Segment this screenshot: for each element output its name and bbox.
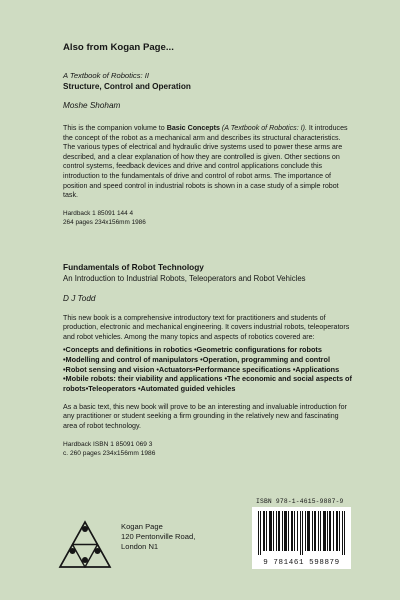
book1-pages: 264 pages 234x156mm 1986 [63, 218, 146, 226]
book-entry-fundamentals [63, 262, 353, 458]
book1-binding: Hardback 1 85091 144 4 [63, 209, 133, 217]
publisher-street: 120 Pentonville Road, [121, 532, 196, 542]
book2-pubinfo [63, 440, 353, 458]
book1-title: Structure, Control and Operation [63, 82, 191, 91]
publisher-address [121, 522, 195, 553]
book2-topics: •Concepts and definitions in robotics •Geometric configurations for robots •Modelling and control of manipulators •Operation, programming and control •Robot sensing and vision •Actuators•Performance specifications •Applications •Mobile robots: their viability and applications •The economic and social aspects of robots•Teleoperators •Automated guided vehicles [63, 345, 352, 394]
book1-pubinfo [63, 209, 353, 227]
book2-subtitle: An Introduction to Industrial Robots, Teleoperators and Robot Vehicles [63, 274, 306, 283]
barcode-bars-icon [257, 511, 346, 555]
also-from-heading: Also from Kogan Page... [63, 42, 174, 53]
book2-pages: c. 260 pages 234x156mm 1986 [63, 449, 156, 457]
book1-desc-ref-title: Basic Concepts [166, 124, 220, 132]
book2-closing: As a basic text, this new book will prove to be an interesting and invaluable introduction for any practitioner or student seeking a firm grounding in the relatively new and fascinating area of robot technology. [63, 402, 347, 430]
book1-desc-ref-series: (A Textbook of Robotics: I). [219, 124, 307, 132]
book1-desc-intro: This is the companion volume to [63, 124, 167, 132]
isbn-label: ISBN 978-1-4615-9887-9 [256, 498, 344, 505]
book1-description [63, 124, 353, 201]
book2-author: D J Todd [63, 293, 96, 303]
publisher-name: Kogan Page [121, 522, 163, 531]
book1-author: Moshe Shoham [63, 101, 121, 110]
book-entry-structure-control [63, 71, 353, 227]
barcode [252, 507, 351, 569]
book2-title: Fundamentals of Robot Technology [63, 262, 204, 272]
publisher-city: London N1 [121, 542, 159, 552]
barcode-number: 9 781461 598879 [263, 559, 340, 567]
book1-series: A Textbook of Robotics: II [63, 71, 149, 80]
book1-desc-rest: It introduces the concept of the robot as a mechanical arm and describes its structural characteristics. The various types of electrical and hydraulic drive systems used to power these arms are described, and a clear explanation of how they are controlled is given. Other sections on control systems, feedback devices and drive and control applications conclude this introduction to the fundamentals of drive and control of robot arms. The importance of position and speed control in industrial robots is shown in a case study of a simple robot task. [63, 124, 348, 200]
book2-binding: Hardback ISBN 1 85091 069 3 [63, 440, 153, 448]
book2-description: This new book is a comprehensive introductory text for practitioners and students of production, electronic and mechanical engineering. It covers industrial robots, teleoperators and robot vehicles. Among the many topics and aspects of robotics covered are: [63, 313, 350, 341]
kogan-page-logo-icon [58, 520, 112, 570]
